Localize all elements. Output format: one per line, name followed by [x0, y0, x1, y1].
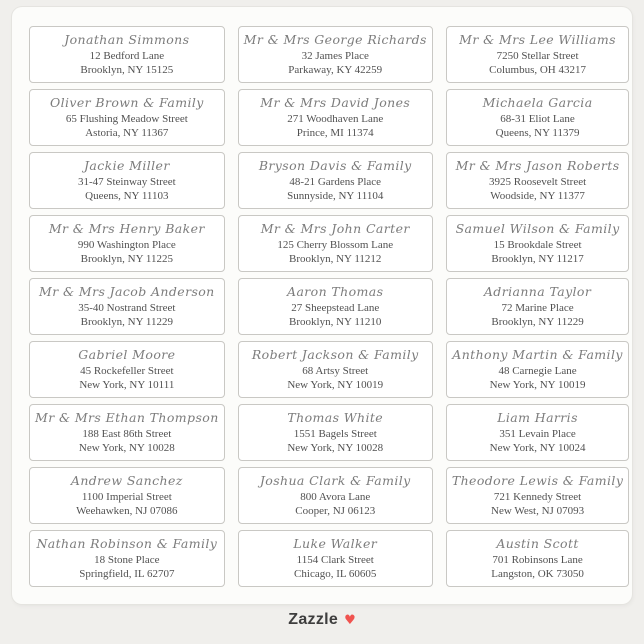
recipient-name: Thomas White	[287, 409, 384, 425]
street-line: 65 Flushing Meadow Street	[65, 112, 188, 125]
city-line: New West, NJ 07093	[491, 505, 585, 517]
street-line: 271 Woodhaven Lane	[287, 112, 384, 125]
recipient-name: Jonathan Simmons	[64, 31, 190, 47]
recipient-name: Mr & Mrs Henry Baker	[48, 220, 205, 236]
city-line: New York, NY 10024	[489, 442, 586, 454]
zazzle-logo: Zazzle	[288, 611, 339, 628]
street-line: 1154 Clark Street	[296, 553, 374, 566]
street-line: 1551 Bagels Street	[293, 427, 377, 440]
street-line: 18 Stone Place	[94, 553, 160, 566]
address-label	[238, 404, 433, 461]
recipient-name: Gabriel Moore	[78, 346, 176, 362]
street-line: 721 Kennedy Street	[493, 490, 582, 503]
recipient-name: Austin Scott	[496, 535, 579, 551]
city-line: Prince, MI 11374	[296, 127, 374, 139]
street-line: 48-21 Gardens Place	[289, 175, 382, 188]
recipient-name: Mr & Mrs Lee Williams	[459, 31, 616, 47]
street-line: 45 Rockefeller Street	[80, 364, 174, 377]
recipient-name: Anthony Martin & Family	[452, 346, 623, 362]
street-line: 701 Robinsons Lane	[492, 553, 583, 566]
address-label	[446, 215, 629, 272]
city-line: Columbus, OH 43217	[489, 64, 586, 76]
street-line: 48 Carnegie Lane	[498, 364, 577, 377]
recipient-name: Andrew Sanchez	[70, 472, 183, 488]
recipient-name: Joshua Clark & Family	[259, 472, 411, 488]
street-line: 35-40 Nostrand Street	[78, 301, 176, 314]
city-line: New York, NY 10111	[79, 379, 175, 391]
street-line: 1100 Imperial Street	[81, 490, 172, 503]
street-line: 68 Artsy Street	[302, 364, 369, 377]
street-line: 27 Sheepstead Lane	[291, 301, 380, 314]
recipient-name: Mr & Mrs Ethan Thompson	[35, 409, 219, 425]
watermark	[0, 608, 644, 632]
city-line: New York, NY 10019	[489, 379, 586, 391]
address-label	[29, 278, 225, 335]
city-line: New York, NY 10028	[287, 442, 384, 454]
recipient-name: Adrianna Taylor	[483, 283, 592, 299]
city-line: Parkaway, KY 42259	[288, 64, 383, 76]
recipient-name: Samuel Wilson & Family	[455, 220, 620, 236]
address-label	[29, 341, 225, 398]
city-line: Brooklyn, NY 11210	[289, 316, 382, 328]
city-line: Sunnyside, NY 11104	[287, 190, 384, 202]
street-line: 31-47 Steinway Street	[77, 175, 176, 188]
address-label	[29, 89, 225, 146]
recipient-name: Bryson Davis & Family	[258, 157, 412, 173]
street-line: 15 Brookdale Street	[493, 238, 582, 251]
address-label	[446, 530, 629, 587]
address-label	[446, 89, 629, 146]
address-label	[238, 215, 433, 272]
recipient-name: Michaela Garcia	[482, 94, 593, 110]
recipient-name: Robert Jackson & Family	[251, 346, 419, 362]
address-label	[238, 467, 433, 524]
city-line: Brooklyn, NY 11225	[80, 253, 174, 265]
address-label	[446, 278, 629, 335]
address-label	[29, 467, 225, 524]
city-line: Queens, NY 11379	[495, 127, 580, 139]
address-label	[446, 467, 629, 524]
city-line: New York, NY 10028	[78, 442, 175, 454]
street-line: 351 Levain Place	[499, 427, 576, 440]
address-label	[446, 26, 629, 83]
label-sheet	[12, 7, 632, 604]
street-line: 188 East 86th Street	[82, 427, 172, 440]
address-label	[238, 152, 433, 209]
city-line: Springfield, IL 62707	[79, 568, 175, 580]
recipient-name: Aaron Thomas	[287, 283, 384, 299]
city-line: Queens, NY 11103	[85, 190, 169, 202]
recipient-name: Mr & Mrs David Jones	[260, 94, 411, 110]
street-line: 7250 Stellar Street	[496, 49, 579, 62]
recipient-name: Mr & Mrs Jason Roberts	[455, 157, 620, 173]
street-line: 12 Bedford Lane	[89, 49, 165, 62]
address-label	[446, 152, 629, 209]
city-line: Brooklyn, NY 15125	[80, 64, 174, 76]
address-label	[446, 404, 629, 461]
city-line: Astoria, NY 11367	[85, 127, 169, 139]
address-label	[238, 341, 433, 398]
city-line: Brooklyn, NY 11229	[491, 316, 584, 328]
recipient-name: Luke Walker	[293, 535, 378, 551]
city-line: Cooper, NJ 06123	[295, 505, 376, 517]
city-line: Weehawken, NJ 07086	[76, 505, 178, 517]
street-line: 800 Avora Lane	[300, 490, 371, 503]
recipient-name: Mr & Mrs Jacob Anderson	[39, 283, 215, 299]
address-label	[238, 26, 433, 83]
street-line: 125 Cherry Blossom Lane	[277, 238, 394, 251]
address-label	[29, 404, 225, 461]
street-line: 68-31 Eliot Lane	[500, 112, 575, 125]
address-label	[238, 89, 433, 146]
city-line: Woodside, NY 11377	[490, 190, 585, 202]
city-line: Brooklyn, NY 11212	[289, 253, 382, 265]
recipient-name: Theodore Lewis & Family	[451, 472, 624, 488]
address-label	[446, 341, 629, 398]
street-line: 32 James Place	[301, 49, 369, 62]
street-line: 990 Washington Place	[77, 238, 176, 251]
city-line: New York, NY 10019	[287, 379, 384, 391]
city-line: Langston, OK 73050	[491, 568, 584, 580]
city-line: Chicago, IL 60605	[294, 568, 377, 580]
recipient-name: Jackie Miller	[83, 157, 170, 173]
address-label	[238, 530, 433, 587]
address-label	[29, 26, 225, 83]
recipient-name: Mr & Mrs George Richards	[243, 31, 427, 47]
city-line: Brooklyn, NY 11229	[80, 316, 174, 328]
address-label	[238, 278, 433, 335]
address-label	[29, 530, 225, 587]
recipient-name: Liam Harris	[497, 409, 578, 425]
street-line: 3925 Roosevelt Street	[488, 175, 587, 188]
street-line: 72 Marine Place	[501, 301, 574, 314]
heart-icon: ♥	[344, 612, 356, 628]
address-label	[29, 215, 225, 272]
recipient-name: Oliver Brown & Family	[49, 94, 204, 110]
labels-grid	[29, 26, 624, 587]
recipient-name: Nathan Robinson & Family	[36, 535, 218, 551]
recipient-name: Mr & Mrs John Carter	[260, 220, 410, 236]
address-label	[29, 152, 225, 209]
city-line: Brooklyn, NY 11217	[491, 253, 584, 265]
